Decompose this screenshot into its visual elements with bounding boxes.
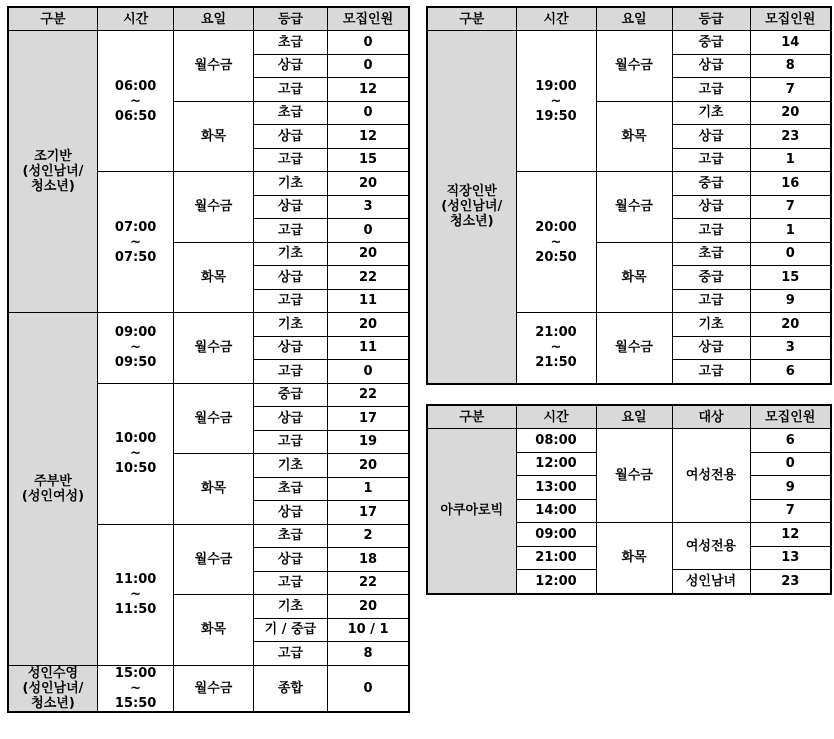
count-cell: 23 xyxy=(750,570,831,594)
level-cell: 종합 xyxy=(253,665,327,712)
count-cell: 20 xyxy=(328,242,409,266)
header-level: 등급 xyxy=(253,7,327,31)
count-cell: 20 xyxy=(328,172,409,196)
level-cell: 상급 xyxy=(672,336,750,360)
count-cell: 7 xyxy=(750,499,831,523)
count-cell: 2 xyxy=(328,524,409,548)
level-cell: 초급 xyxy=(672,242,750,266)
level-cell: 기초 xyxy=(253,242,327,266)
group-name-cell: 주부반 (성인여성) xyxy=(8,313,97,666)
count-cell: 18 xyxy=(328,548,409,572)
level-cell: 고급 xyxy=(253,360,327,384)
level-cell: 상급 xyxy=(672,54,750,78)
count-cell: 3 xyxy=(750,336,831,360)
level-cell: 초급 xyxy=(253,524,327,548)
level-cell: 고급 xyxy=(253,642,327,666)
header-time: 시간 xyxy=(516,7,596,31)
level-cell: 고급 xyxy=(672,219,750,243)
level-cell: 고급 xyxy=(672,148,750,172)
header-time: 시간 xyxy=(97,7,173,31)
time-cell: 09:00 xyxy=(516,523,596,547)
time-cell: 15:00 ~ 15:50 xyxy=(97,665,173,712)
header-time: 시간 xyxy=(516,405,596,429)
count-cell: 22 xyxy=(328,266,409,290)
target-cell: 성인남녀 xyxy=(672,570,750,594)
header-count: 모집인원 xyxy=(750,7,831,31)
time-cell: 21:00 ~ 21:50 xyxy=(516,313,596,384)
count-cell: 20 xyxy=(328,454,409,478)
header-row xyxy=(427,405,831,429)
count-cell: 22 xyxy=(328,383,409,407)
day-cell: 화목 xyxy=(596,101,672,172)
count-cell: 7 xyxy=(750,78,831,102)
level-cell: 초급 xyxy=(253,31,327,55)
level-cell: 상급 xyxy=(253,125,327,149)
count-cell: 20 xyxy=(750,101,831,125)
left-body xyxy=(8,31,409,712)
table-row xyxy=(8,31,409,55)
count-cell: 0 xyxy=(750,452,831,476)
header-row xyxy=(427,7,831,31)
time-cell: 08:00 xyxy=(516,429,596,453)
count-cell: 8 xyxy=(328,642,409,666)
day-cell: 월수금 xyxy=(174,524,253,595)
level-cell: 기초 xyxy=(672,101,750,125)
count-cell: 23 xyxy=(750,125,831,149)
count-cell: 9 xyxy=(750,289,831,313)
time-cell: 12:00 xyxy=(516,570,596,594)
level-cell: 고급 xyxy=(253,219,327,243)
header-day: 요일 xyxy=(596,7,672,31)
time-cell: 21:00 xyxy=(516,546,596,570)
count-cell: 20 xyxy=(750,313,831,337)
time-cell: 20:00 ~ 20:50 xyxy=(516,172,596,313)
header-row xyxy=(8,7,409,31)
count-cell: 15 xyxy=(328,148,409,172)
count-cell: 0 xyxy=(328,360,409,384)
level-cell: 중급 xyxy=(672,172,750,196)
day-cell: 화목 xyxy=(174,454,253,525)
count-cell: 8 xyxy=(750,54,831,78)
header-gubun: 구분 xyxy=(8,7,97,31)
time-cell: 19:00 ~ 19:50 xyxy=(516,31,596,172)
count-cell: 15 xyxy=(750,266,831,290)
level-cell: 고급 xyxy=(253,571,327,595)
level-cell: 고급 xyxy=(253,430,327,454)
level-cell: 상급 xyxy=(672,195,750,219)
level-cell: 상급 xyxy=(672,125,750,149)
day-cell: 화목 xyxy=(596,242,672,313)
day-cell: 월수금 xyxy=(174,31,253,102)
count-cell: 3 xyxy=(328,195,409,219)
level-cell: 고급 xyxy=(253,78,327,102)
count-cell: 11 xyxy=(328,289,409,313)
group-name-cell: 성인수영 (성인남녀/ 청소년) xyxy=(8,665,97,712)
day-cell: 월수금 xyxy=(596,172,672,243)
level-cell: 고급 xyxy=(253,148,327,172)
count-cell: 12 xyxy=(328,125,409,149)
level-cell: 기초 xyxy=(253,454,327,478)
count-cell: 6 xyxy=(750,429,831,453)
count-cell: 0 xyxy=(328,31,409,55)
level-cell: 중급 xyxy=(253,383,327,407)
group-name-cell: 아쿠아로빅 xyxy=(427,429,516,594)
level-cell: 중급 xyxy=(672,31,750,55)
day-cell: 월수금 xyxy=(174,313,253,384)
count-cell: 0 xyxy=(328,101,409,125)
count-cell: 16 xyxy=(750,172,831,196)
table-row xyxy=(427,31,831,55)
level-cell: 기초 xyxy=(672,313,750,337)
time-cell: 06:00 ~ 06:50 xyxy=(97,31,173,172)
count-cell: 1 xyxy=(328,477,409,501)
time-cell: 07:00 ~ 07:50 xyxy=(97,172,173,313)
count-cell: 6 xyxy=(750,360,831,384)
count-cell: 20 xyxy=(328,595,409,619)
day-cell: 화목 xyxy=(174,101,253,172)
level-cell: 상급 xyxy=(253,54,327,78)
level-cell: 상급 xyxy=(253,195,327,219)
count-cell: 17 xyxy=(328,501,409,525)
time-cell: 13:00 xyxy=(516,476,596,500)
time-cell: 11:00 ~ 11:50 xyxy=(97,524,173,665)
count-cell: 20 xyxy=(328,313,409,337)
level-cell: 기초 xyxy=(253,172,327,196)
level-cell: 상급 xyxy=(253,407,327,431)
level-cell: 고급 xyxy=(672,78,750,102)
header-target: 대상 xyxy=(672,405,750,429)
count-cell: 7 xyxy=(750,195,831,219)
count-cell: 19 xyxy=(328,430,409,454)
count-cell: 0 xyxy=(328,219,409,243)
header-day: 요일 xyxy=(596,405,672,429)
day-cell: 화목 xyxy=(174,595,253,666)
day-cell: 월수금 xyxy=(596,429,672,523)
level-cell: 고급 xyxy=(672,289,750,313)
aqua-body xyxy=(427,429,831,594)
count-cell: 22 xyxy=(328,571,409,595)
count-cell: 12 xyxy=(328,78,409,102)
right-body xyxy=(427,31,831,384)
day-cell: 화목 xyxy=(596,523,672,594)
level-cell: 기 / 중급 xyxy=(253,618,327,642)
day-cell: 월수금 xyxy=(174,172,253,243)
count-cell: 9 xyxy=(750,476,831,500)
time-cell: 12:00 xyxy=(516,452,596,476)
count-cell: 0 xyxy=(750,242,831,266)
level-cell: 상급 xyxy=(253,548,327,572)
header-count: 모집인원 xyxy=(750,405,831,429)
count-cell: 17 xyxy=(328,407,409,431)
header-count: 모집인원 xyxy=(328,7,409,31)
count-cell: 0 xyxy=(328,665,409,712)
target-cell: 여성전용 xyxy=(672,523,750,570)
count-cell: 1 xyxy=(750,219,831,243)
level-cell: 기초 xyxy=(253,595,327,619)
level-cell: 중급 xyxy=(672,266,750,290)
group-name-cell: 직장인반 (성인남녀/ 청소년) xyxy=(427,31,516,384)
count-cell: 13 xyxy=(750,546,831,570)
group-name-cell: 조기반 (성인남녀/ 청소년) xyxy=(8,31,97,313)
count-cell: 11 xyxy=(328,336,409,360)
table-row xyxy=(8,313,409,337)
level-cell: 고급 xyxy=(253,289,327,313)
target-cell: 여성전용 xyxy=(672,429,750,523)
level-cell: 초급 xyxy=(253,477,327,501)
header-day: 요일 xyxy=(174,7,253,31)
day-cell: 월수금 xyxy=(596,313,672,384)
count-cell: 1 xyxy=(750,148,831,172)
day-cell: 월수금 xyxy=(174,665,253,712)
level-cell: 상급 xyxy=(253,501,327,525)
count-cell: 10 / 1 xyxy=(328,618,409,642)
time-cell: 10:00 ~ 10:50 xyxy=(97,383,173,524)
day-cell: 월수금 xyxy=(596,31,672,102)
time-cell: 14:00 xyxy=(516,499,596,523)
header-level: 등급 xyxy=(672,7,750,31)
level-cell: 초급 xyxy=(253,101,327,125)
day-cell: 월수금 xyxy=(174,383,253,454)
aquarobic-table xyxy=(426,404,832,595)
day-cell: 화목 xyxy=(174,242,253,313)
time-cell: 09:00 ~ 09:50 xyxy=(97,313,173,384)
level-cell: 고급 xyxy=(672,360,750,384)
header-gubun: 구분 xyxy=(427,7,516,31)
schedule-table-right xyxy=(426,6,832,385)
schedule-table-left xyxy=(7,6,410,713)
level-cell: 상급 xyxy=(253,336,327,360)
table-row xyxy=(427,429,831,453)
level-cell: 기초 xyxy=(253,313,327,337)
count-cell: 12 xyxy=(750,523,831,547)
level-cell: 상급 xyxy=(253,266,327,290)
header-gubun: 구분 xyxy=(427,405,516,429)
count-cell: 0 xyxy=(328,54,409,78)
count-cell: 14 xyxy=(750,31,831,55)
